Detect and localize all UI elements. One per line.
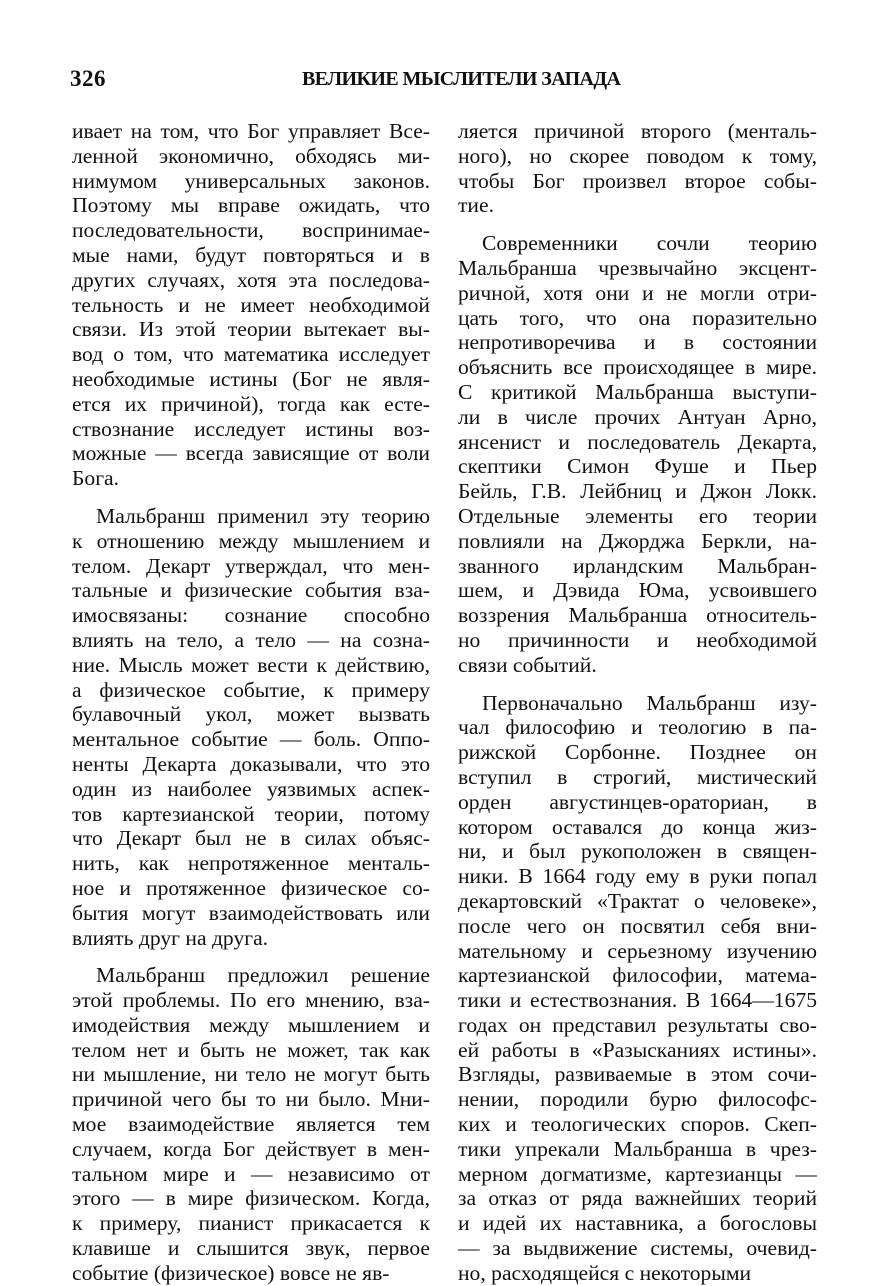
- text-line: воззрения Мальбранша относитель-: [458, 603, 817, 628]
- text-line: чал философию и теологию в па-: [458, 715, 817, 740]
- text-line: ляется причиной второго (менталь-: [458, 119, 817, 143]
- text-line: ствознание исследует истины воз-: [72, 416, 430, 441]
- text-line: янсенист и последователь Декарта,: [458, 429, 817, 454]
- text-line: можные — всегда зависящие от воли: [72, 441, 430, 466]
- text-line: этого — в мире физическом. Когда,: [72, 1186, 430, 1211]
- text-line: чтобы Бог произвел второе собы-: [458, 168, 817, 193]
- text-line: нить, как непротяженное менталь-: [72, 851, 430, 876]
- text-line: нимумом универсальных законов.: [72, 168, 430, 193]
- text-line: ей работы в «Разысканиях истины».: [458, 1037, 817, 1062]
- text-line: мые нами, будут повторяться и в: [72, 242, 430, 267]
- page-number: 326: [70, 66, 106, 91]
- text-line: Мальбранша чрезвычайно эксцент-: [458, 255, 817, 280]
- text-line: событие (физическое) вовсе не яв-: [72, 1260, 390, 1285]
- left-column: [72, 119, 430, 1286]
- text-line: после чего он посвятил себя вни-: [458, 913, 817, 938]
- text-line: этой проблемы. По его мнению, вза-: [72, 988, 430, 1013]
- paragraph: [458, 231, 817, 677]
- text-line: а физическое событие, к примеру: [72, 677, 430, 702]
- text-line: ние. Мысль может вести к действию,: [72, 652, 430, 677]
- text-line: имосвязаны: сознание способно: [72, 603, 430, 628]
- text-line: ни, и был рукоположен в священ-: [458, 839, 817, 864]
- text-line: ких и теологических споров. Скеп-: [458, 1112, 817, 1137]
- text-line: декартовский «Трактат о человеке»,: [458, 888, 817, 913]
- text-line: тики упрекали Мальбранша в чрез-: [458, 1136, 817, 1161]
- text-line: повлияли на Джорджа Беркли, на-: [458, 528, 817, 553]
- text-line: и идей их наставника, а богословы: [458, 1211, 817, 1236]
- text-line: ивает на том, что Бог управляет Все-: [72, 119, 430, 143]
- text-line: необходимые истины (Бог не явля-: [72, 366, 430, 391]
- text-line: ники. В 1664 году ему в руки попал: [458, 864, 817, 889]
- paragraph: [458, 119, 817, 218]
- text-line: рижской Сорбонне. Позднее он: [458, 740, 817, 765]
- text-line: — за выдвижение системы, очевид-: [458, 1236, 817, 1261]
- text-line: званного ирландским Мальбран-: [458, 553, 817, 578]
- paragraph: [458, 691, 817, 1286]
- text-line: связи событий.: [458, 652, 597, 677]
- text-line: Бейль, Г.В. Лейбниц и Джон Локк.: [458, 479, 817, 504]
- text-line: цать того, что она поразительно: [458, 305, 817, 330]
- text-line: Отдельные элементы его теории: [458, 503, 817, 528]
- text-line: телом нет и быть не может, так как: [72, 1037, 430, 1062]
- text-line: за отказ от ряда важнейших теорий: [458, 1186, 817, 1211]
- text-line: к примеру, пианист прикасается к: [72, 1211, 430, 1236]
- text-line: имодействия между мышлением и: [72, 1012, 430, 1037]
- text-line: скептики Симон Фуше и Пьер: [458, 454, 817, 479]
- text-line: шем, и Дэвида Юма, усвоившего: [458, 578, 817, 603]
- text-line: тальном мире и — независимо от: [72, 1161, 430, 1186]
- text-line: мое взаимодействие является тем: [72, 1112, 430, 1137]
- text-line: тов картезианской теории, потому: [72, 801, 430, 826]
- text-line: Современники сочли теорию: [482, 231, 817, 256]
- text-line: тальные и физические события вза-: [72, 578, 430, 603]
- text-line: что Декарт был не в силах объяс-: [72, 826, 430, 851]
- text-line: тельность и не имеет необходимой: [72, 292, 430, 317]
- text-line: ричной, хотя они и не могли отри-: [458, 280, 817, 305]
- text-line: ментальное событие — боль. Оппо-: [72, 727, 430, 752]
- text-line: последовательности, воспринимае-: [72, 218, 430, 243]
- paragraph: [72, 119, 430, 491]
- text-line: случаем, когда Бог действует в мен-: [72, 1136, 430, 1161]
- text-line: нении, породили бурю философс-: [458, 1087, 817, 1112]
- text-line: один из наиболее уязвимых аспек-: [72, 776, 430, 801]
- text-line: С критикой Мальбранша выступи-: [458, 379, 817, 404]
- text-line: но причинности и необходимой: [458, 627, 817, 652]
- text-line: объяснить все происходящее в мире.: [458, 355, 817, 380]
- text-line: мательному и серьезному изучению: [458, 938, 817, 963]
- text-line: булавочный укол, может вызвать: [72, 702, 430, 727]
- text-line: ненты Декарта доказывали, что это: [72, 751, 430, 776]
- text-line: Первоначально Мальбранш изу-: [482, 690, 817, 715]
- text-line: Взгляды, развиваемые в этом сочи-: [458, 1062, 817, 1087]
- running-title: ВЕЛИКИЕ МЫСЛИТЕЛИ ЗАПАДА: [302, 68, 621, 90]
- page-header: [70, 66, 830, 102]
- paragraph: [72, 504, 430, 950]
- text-line: котором оставался до конца жиз-: [458, 814, 817, 839]
- text-line: других случаях, хотя эта последова-: [72, 267, 430, 292]
- text-line: ное и протяженное физическое со-: [72, 875, 430, 900]
- text-line: мерном догматизме, картезианцы —: [458, 1161, 817, 1186]
- text-line: орден августинцев-ораториан, в: [458, 789, 817, 814]
- text-line: вод о том, что математика исследует: [72, 342, 430, 367]
- text-line: Мальбранш применил эту теорию: [96, 503, 430, 528]
- text-line: картезианской философии, матема-: [458, 963, 817, 988]
- text-line: но, расходящейся с некоторыми: [458, 1260, 752, 1285]
- text-line: ни мышление, ни тело не могут быть: [72, 1062, 430, 1087]
- text-line: телом. Декарт утверждал, что мен-: [72, 553, 430, 578]
- text-line: связи. Из этой теории вытекает вы-: [72, 317, 430, 342]
- paragraph: [72, 963, 430, 1285]
- text-line: ного), но скорее поводом к тому,: [458, 143, 817, 168]
- text-line: тики и естествознания. В 1664—1675: [458, 988, 817, 1013]
- right-column: [458, 119, 817, 1286]
- text-line: клавише и слышится звук, первое: [72, 1236, 430, 1261]
- text-line: Мальбранш предложил решение: [96, 963, 430, 988]
- text-line: влиять на тело, а тело — на созна-: [72, 627, 430, 652]
- text-line: годах он представил результаты сво-: [458, 1012, 817, 1037]
- text-line: ли в числе прочих Антуан Арно,: [458, 404, 817, 429]
- text-line: Бога.: [72, 466, 120, 491]
- text-line: тие.: [458, 193, 494, 218]
- text-line: причиной чего бы то ни было. Мни-: [72, 1087, 430, 1112]
- text-line: ется их причиной), тогда как есте-: [72, 391, 430, 416]
- text-line: бытия могут взаимодействовать или: [72, 900, 430, 925]
- text-line: вступил в строгий, мистический: [458, 764, 817, 789]
- text-line: к отношению между мышлением и: [72, 528, 430, 553]
- text-line: Поэтому мы вправе ожидать, что: [72, 193, 430, 218]
- text-line: влиять друг на друга.: [72, 925, 269, 950]
- text-line: непротиворечива и в состоянии: [458, 330, 817, 355]
- text-line: ленной экономично, обходясь ми-: [72, 143, 430, 168]
